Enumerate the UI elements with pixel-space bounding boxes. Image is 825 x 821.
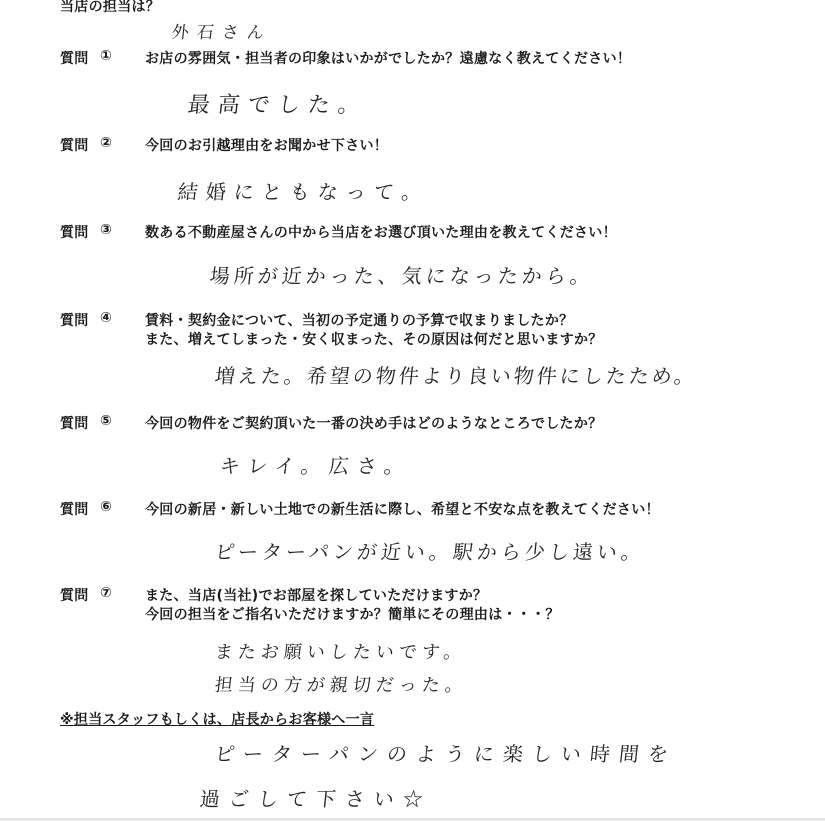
answer-text: 結婚にともなって。: [176, 180, 431, 204]
question-number: ⑦: [100, 585, 113, 601]
question-text: 賃料・契約金について、当初の予定通りの予算で収まりましたか？: [145, 313, 574, 329]
question-number: ②: [100, 135, 113, 151]
question-text: 今回のお引越理由をお聞かせ下さい！: [145, 138, 389, 154]
answer-text: またお願いしたいです。: [213, 642, 468, 663]
answer-text: 場所が近かった、気になったから。: [208, 264, 596, 288]
question-label: 質問: [60, 588, 89, 604]
staff-question: 当店の担当は？: [60, 0, 161, 15]
answer-text: 最高でした。: [186, 93, 370, 118]
question-label: 質問: [60, 416, 89, 432]
question-number: ④: [100, 310, 113, 326]
question-text: また、当店(当社)でお部屋を探していただけますか？: [145, 588, 488, 604]
answer-text: 担当の方が親切だった。: [213, 675, 469, 696]
question-label: 質問: [60, 51, 89, 67]
question-text: 今回の担当をご指名いただけますか？簡単にその理由は・・・？: [145, 607, 560, 623]
answer-text: 増えた。希望の物件より良い物件にしたため。: [213, 364, 699, 388]
question-number: ⑤: [100, 413, 113, 429]
question-text: お店の雰囲気・担当者の印象はいかがでしたか？遠慮なく教えてください！: [145, 51, 632, 67]
question-text: 今回の物件をご契約頂いた一番の決め手はどのようなところでしたか？: [145, 416, 603, 432]
question-text: 今回の新居・新しい土地での新生活に際し、希望と不安な点を教えてください！: [145, 502, 660, 518]
footer-message: 過ごして下さい☆: [198, 787, 434, 811]
question-label: 質問: [60, 138, 89, 154]
question-number: ③: [100, 222, 113, 238]
answer-text: キレイ。広さ。: [218, 454, 414, 478]
question-label: 質問: [60, 502, 89, 518]
staff-answer: 外石さん: [170, 23, 273, 43]
question-number: ①: [100, 48, 113, 64]
question-label: 質問: [60, 313, 89, 329]
question-text: また、増えてしまった・安く収まった、その原因は何だと思いますか？: [145, 332, 603, 348]
question-number: ⑥: [100, 499, 113, 515]
footer-message: ピーターパンのように楽しい時間を: [213, 742, 679, 766]
footer-heading: ※担当スタッフもしくは、店長からお客様へ一言: [60, 712, 375, 728]
answer-text: ピーターパンが近い。駅から少し遠い。: [213, 540, 647, 564]
question-label: 質問: [60, 225, 89, 241]
question-text: 数ある不動産屋さんの中から当店をお選び頂いた理由を教えてください！: [145, 225, 617, 241]
